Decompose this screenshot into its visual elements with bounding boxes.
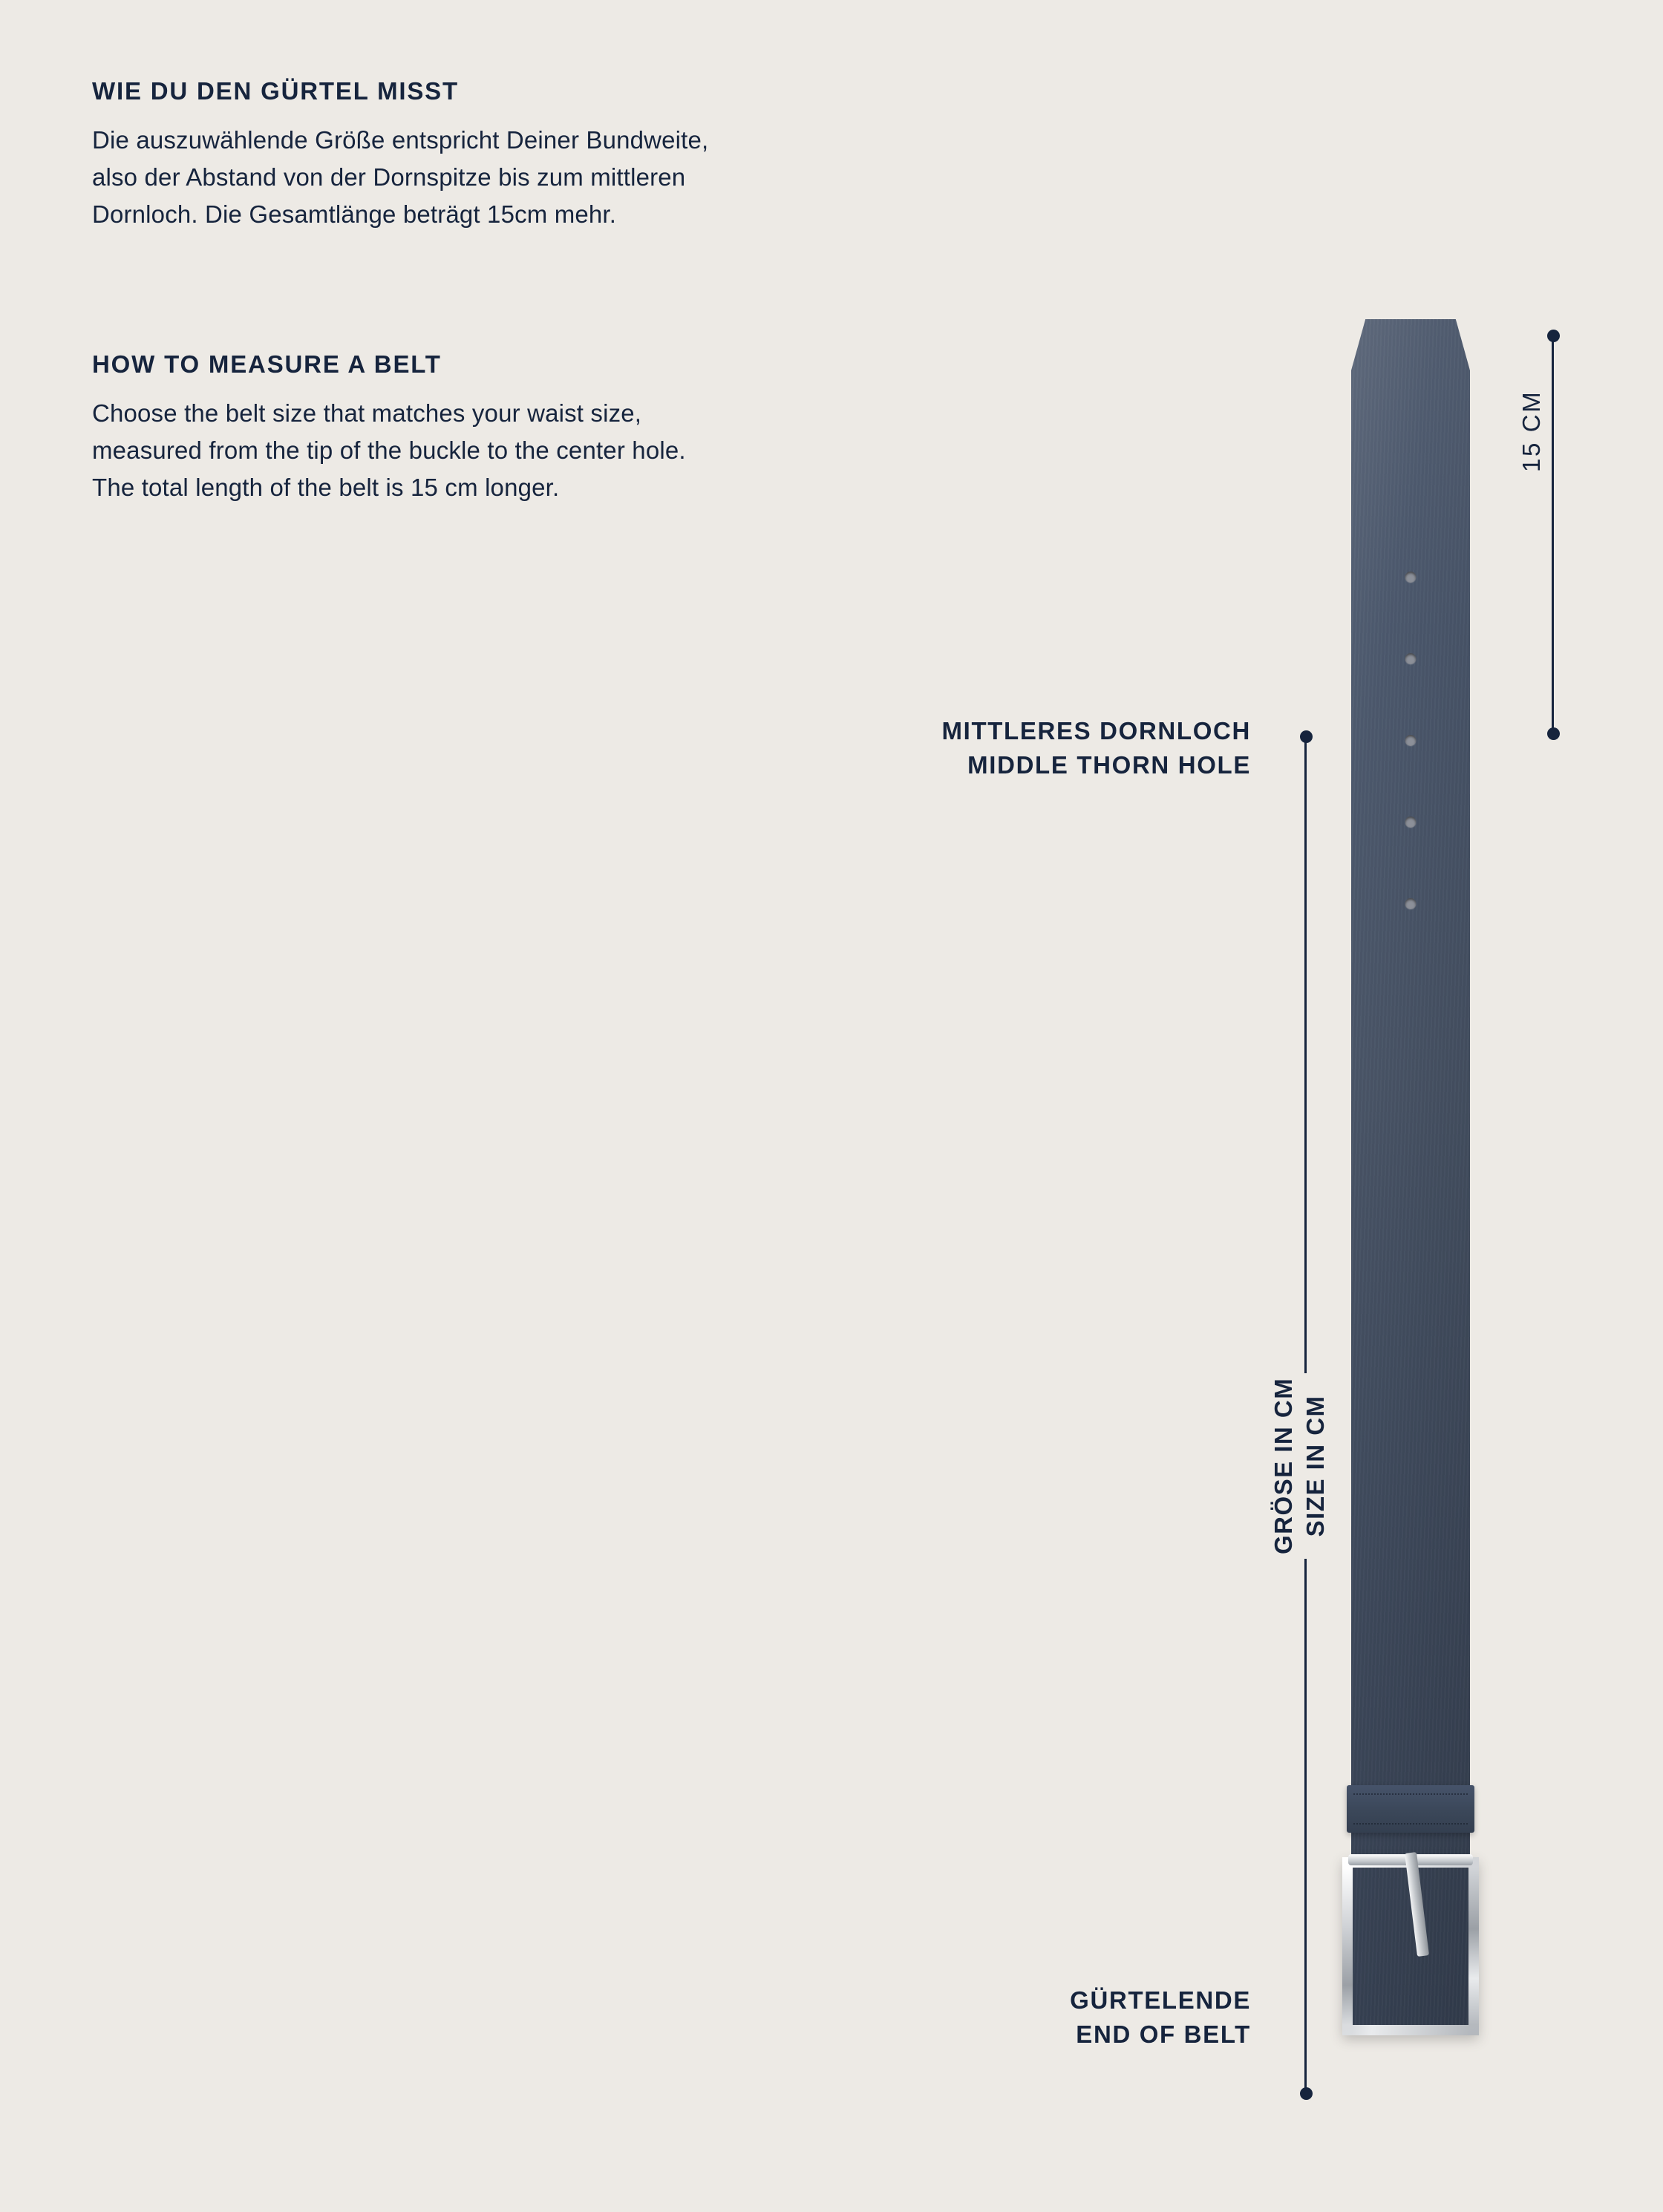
belt-hole-3-center xyxy=(1405,735,1417,746)
instructions-english-line-2: measured from the tip of the buckle to the center hole. xyxy=(92,436,686,465)
dimension-endpoint-15cm-top xyxy=(1547,330,1560,342)
dimension-label-15cm: 15 CM xyxy=(1513,387,1550,475)
callout-middle-thorn-hole xyxy=(941,714,1251,782)
belt-hole-1 xyxy=(1405,572,1417,583)
instructions-german-line-2: also der Abstand von der Dornspitze bis zum mittleren xyxy=(92,163,686,192)
belt-illustration xyxy=(1351,319,1470,2116)
belt-hole-4 xyxy=(1405,817,1417,828)
instructions-german-line-1: Die auszuwählende Größe entspricht Deiner Bundweite, xyxy=(92,126,709,154)
dimension-endpoint-15cm-bottom xyxy=(1547,727,1560,740)
instructions-german-body xyxy=(92,122,708,233)
instructions-german xyxy=(92,77,708,233)
callout-middle-thorn-hole-de: MITTLERES DORNLOCH xyxy=(941,717,1251,745)
instructions-english-line-1: Choose the belt size that matches your waist size, xyxy=(92,399,642,427)
instructions-english-line-3: The total length of the belt is 15 cm longer. xyxy=(92,474,560,502)
belt-buckle xyxy=(1342,1857,1479,2035)
dimension-line-15cm xyxy=(1552,336,1554,736)
belt-hole-5 xyxy=(1405,898,1417,909)
dimension-label-size xyxy=(1262,1373,1338,1559)
instructions-english xyxy=(92,350,686,506)
dimension-label-size-de: GRÖSE IN CM xyxy=(1270,1377,1297,1554)
belt-hole-2 xyxy=(1405,653,1417,664)
instructions-english-heading: HOW TO MEASURE A BELT xyxy=(92,350,442,378)
callout-end-of-belt-en: END OF BELT xyxy=(1076,2020,1251,2048)
instructions-english-body xyxy=(92,395,686,506)
instructions-german-line-3: Dornloch. Die Gesamtlänge beträgt 15cm mehr. xyxy=(92,200,617,229)
dimension-label-size-en: SIZE IN CM xyxy=(1301,1395,1329,1537)
dimension-endpoint-size-bottom xyxy=(1300,2087,1313,2100)
instructions-german-heading: WIE DU DEN GÜRTEL MISST xyxy=(92,77,459,105)
belt-keeper-loop xyxy=(1347,1785,1474,1833)
callout-middle-thorn-hole-en: MIDDLE THORN HOLE xyxy=(967,750,1251,779)
dimension-endpoint-size-top xyxy=(1300,730,1313,743)
callout-end-of-belt-de: GÜRTELENDE xyxy=(1070,1986,1251,2014)
callout-end-of-belt xyxy=(1070,1983,1251,2051)
